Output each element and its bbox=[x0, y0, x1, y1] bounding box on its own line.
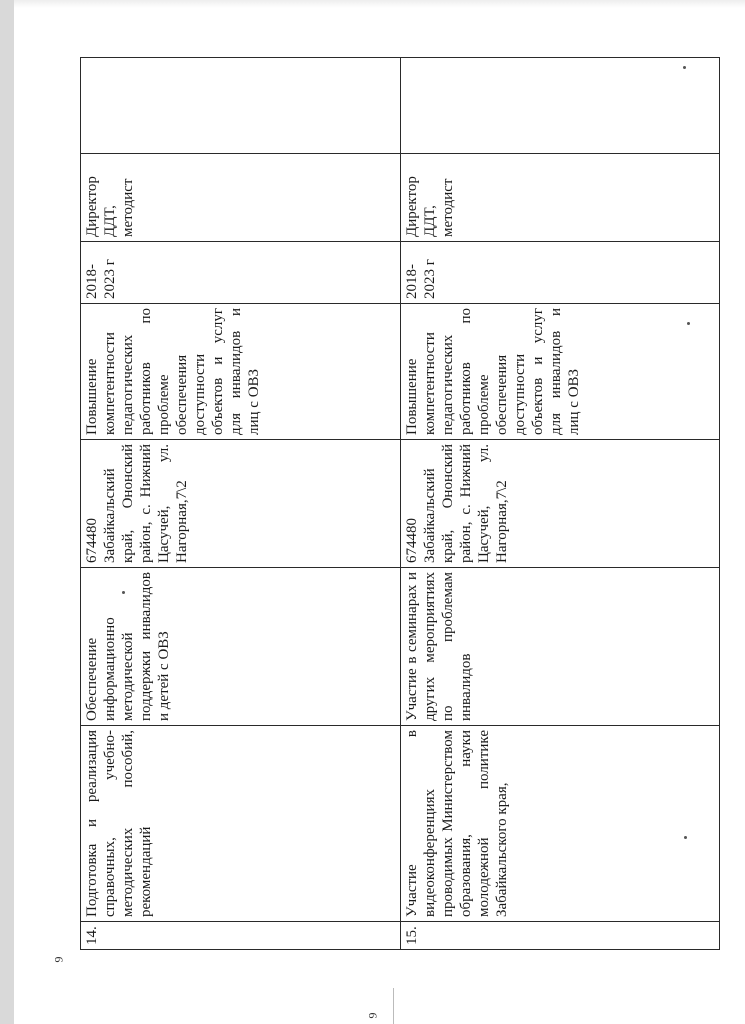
row-number: 15. bbox=[400, 922, 720, 950]
responsible-cell: Директор ДДТ, методист bbox=[81, 154, 401, 242]
goal-cell: Обеспечение информационно методической поддержки инвалидов и детей с ОВЗ bbox=[81, 568, 401, 726]
event-cell: Подготовка и реализация справочных, учебно-методических пособий, рекомендаций bbox=[81, 726, 401, 922]
page-number-bottom: 9 bbox=[365, 1012, 380, 1019]
responsible-cell: Директор ДДТ, методист bbox=[400, 154, 720, 242]
rotated-table-wrapper bbox=[80, 58, 720, 950]
goal-cell: Участие в семинарах и других мероприятиях по проблемам инвалидов bbox=[400, 568, 720, 726]
event-cell: Участие в видеоконференциях проводимых Министерством образования, науки молодежной политике Забайкальского края, bbox=[400, 726, 720, 922]
period-cell: 2018-2023 г bbox=[81, 242, 401, 304]
margin-line bbox=[393, 988, 394, 1024]
period-cell: 2018-2023 г bbox=[400, 242, 720, 304]
table-row bbox=[400, 58, 720, 950]
accessibility-plan-table bbox=[80, 57, 720, 950]
extra-cell bbox=[400, 58, 720, 154]
address-cell: 674480 Забайкальский край, Ононский район, с. Нижний Цасучей, ул. Нагорная,7\2 bbox=[400, 440, 720, 568]
scan-speck bbox=[122, 591, 125, 594]
table-row bbox=[81, 58, 401, 950]
address-cell: 674480 Забайкальский край, Ононский район, с. Нижний Цасучей, ул. Нагорная,7\2 bbox=[81, 440, 401, 568]
scan-speck bbox=[684, 836, 687, 839]
row-number: 14. bbox=[81, 922, 401, 950]
extra-cell bbox=[81, 58, 401, 154]
result-cell: Повышение компетентности педагогических работников по проблеме обеспечения доступности объектов и услуг для инвалидов и лиц с ОВЗ bbox=[81, 304, 401, 440]
page-number-top: 9 bbox=[51, 956, 66, 963]
scan-top-edge bbox=[14, 0, 745, 8]
scan-edge bbox=[0, 0, 14, 1024]
scan-speck bbox=[683, 66, 686, 69]
result-cell: Повышение компетентности педагогических работников по проблеме обеспечения доступности объектов и услуг для инвалидов и лиц с ОВЗ bbox=[400, 304, 720, 440]
scan-speck bbox=[687, 322, 690, 325]
